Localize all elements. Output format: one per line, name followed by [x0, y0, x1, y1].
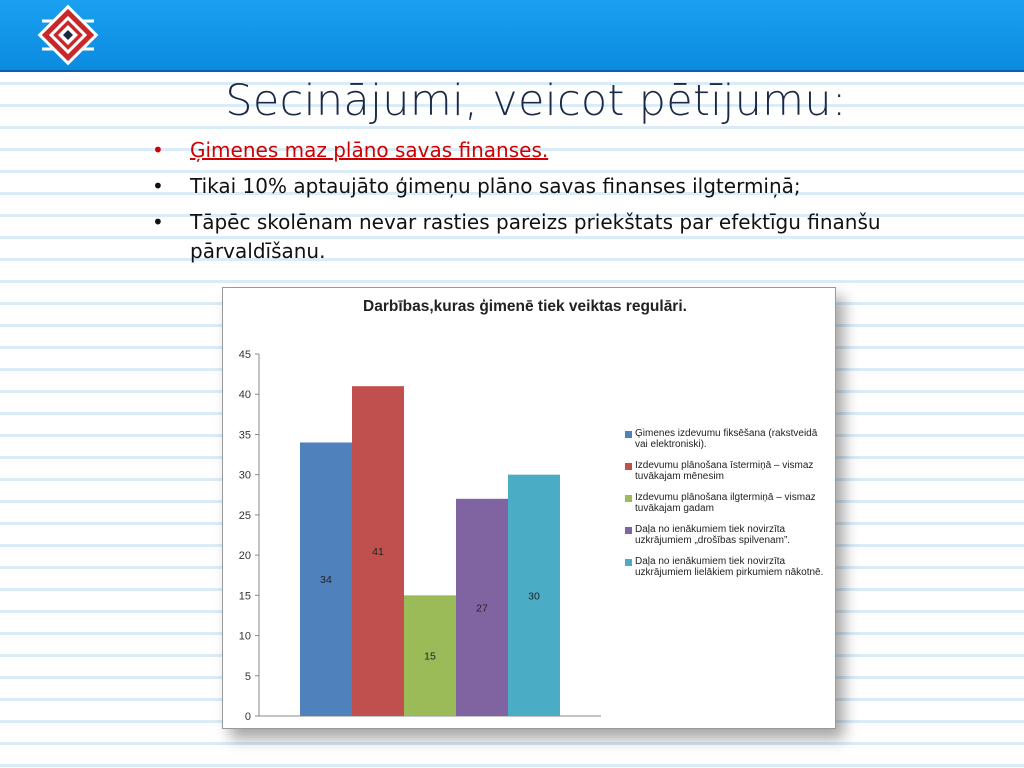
legend-swatch [625, 559, 632, 566]
legend-item [625, 556, 830, 578]
conclusions-list [148, 136, 908, 273]
slide-title: Secinājumi, veicot pētījumu: [225, 76, 847, 126]
chart-title: Darbības,kuras ģimenē tiek veiktas regulāri. [363, 298, 687, 315]
bullet-item [148, 136, 908, 165]
legend-item [625, 492, 830, 514]
legend-label: Daļa no ienākumiem tiek novirzīta uzkrājumiem „drošības spilvenam”. [635, 524, 791, 546]
y-tick-label: 5 [244, 670, 251, 683]
y-tick-label: 45 [238, 349, 251, 361]
bullet-dot: • [152, 138, 164, 162]
top-banner [0, 0, 1024, 72]
y-tick-label: 20 [238, 550, 251, 563]
bar-data-label: 41 [372, 546, 384, 559]
y-tick-label: 0 [244, 711, 251, 723]
bullet-text: Tikai 10% aptaujāto ģimeņu plāno savas finanses ilgtermiņā; [190, 174, 801, 198]
bullet-text: Tāpēc skolēnam nevar rasties pareizs priekštats par efektīgu finanšu pārvaldīšanu. [190, 210, 881, 263]
bullet-text: Ģimenes maz plāno savas finanses. [190, 138, 549, 162]
bar-data-label: 34 [320, 574, 332, 587]
legend-item [625, 428, 830, 450]
chart-frame [222, 287, 836, 729]
legend-swatch [625, 495, 632, 502]
y-tick-label: 25 [238, 509, 251, 522]
bullet-item [148, 208, 908, 266]
y-tick-label: 15 [238, 590, 251, 603]
organization-logo-icon [36, 3, 100, 67]
legend-item [625, 524, 830, 546]
y-tick-label: 30 [238, 469, 251, 482]
bar-data-label: 30 [528, 590, 540, 603]
legend-label: Izdevumu plānošana īstermiņā – vismaz tuvākajam mēnesim [635, 460, 814, 482]
y-tick-label: 10 [238, 630, 251, 643]
legend-swatch [625, 463, 632, 470]
bar-data-label: 15 [424, 650, 436, 663]
legend-swatch [625, 527, 632, 534]
legend-label: Izdevumu plānošana ilgtermiņā – vismaz tuvākajam gadam [635, 492, 816, 514]
bullet-dot: • [152, 210, 164, 234]
y-tick-label: 40 [238, 389, 251, 402]
chart-legend [625, 428, 830, 588]
legend-label: Ģimenes izdevumu fiksēšana (rakstveidā vai elektroniski). [635, 428, 818, 450]
bar-data-label: 27 [476, 602, 488, 615]
legend-swatch [625, 431, 632, 438]
bullet-dot: • [152, 174, 164, 198]
legend-label: Daļa no ienākumiem tiek novirzīta uzkrājumiem lielākiem pirkumiem nākotnē. [635, 556, 824, 578]
legend-item [625, 460, 830, 482]
bullet-item [148, 172, 908, 201]
y-tick-label: 35 [238, 429, 251, 442]
